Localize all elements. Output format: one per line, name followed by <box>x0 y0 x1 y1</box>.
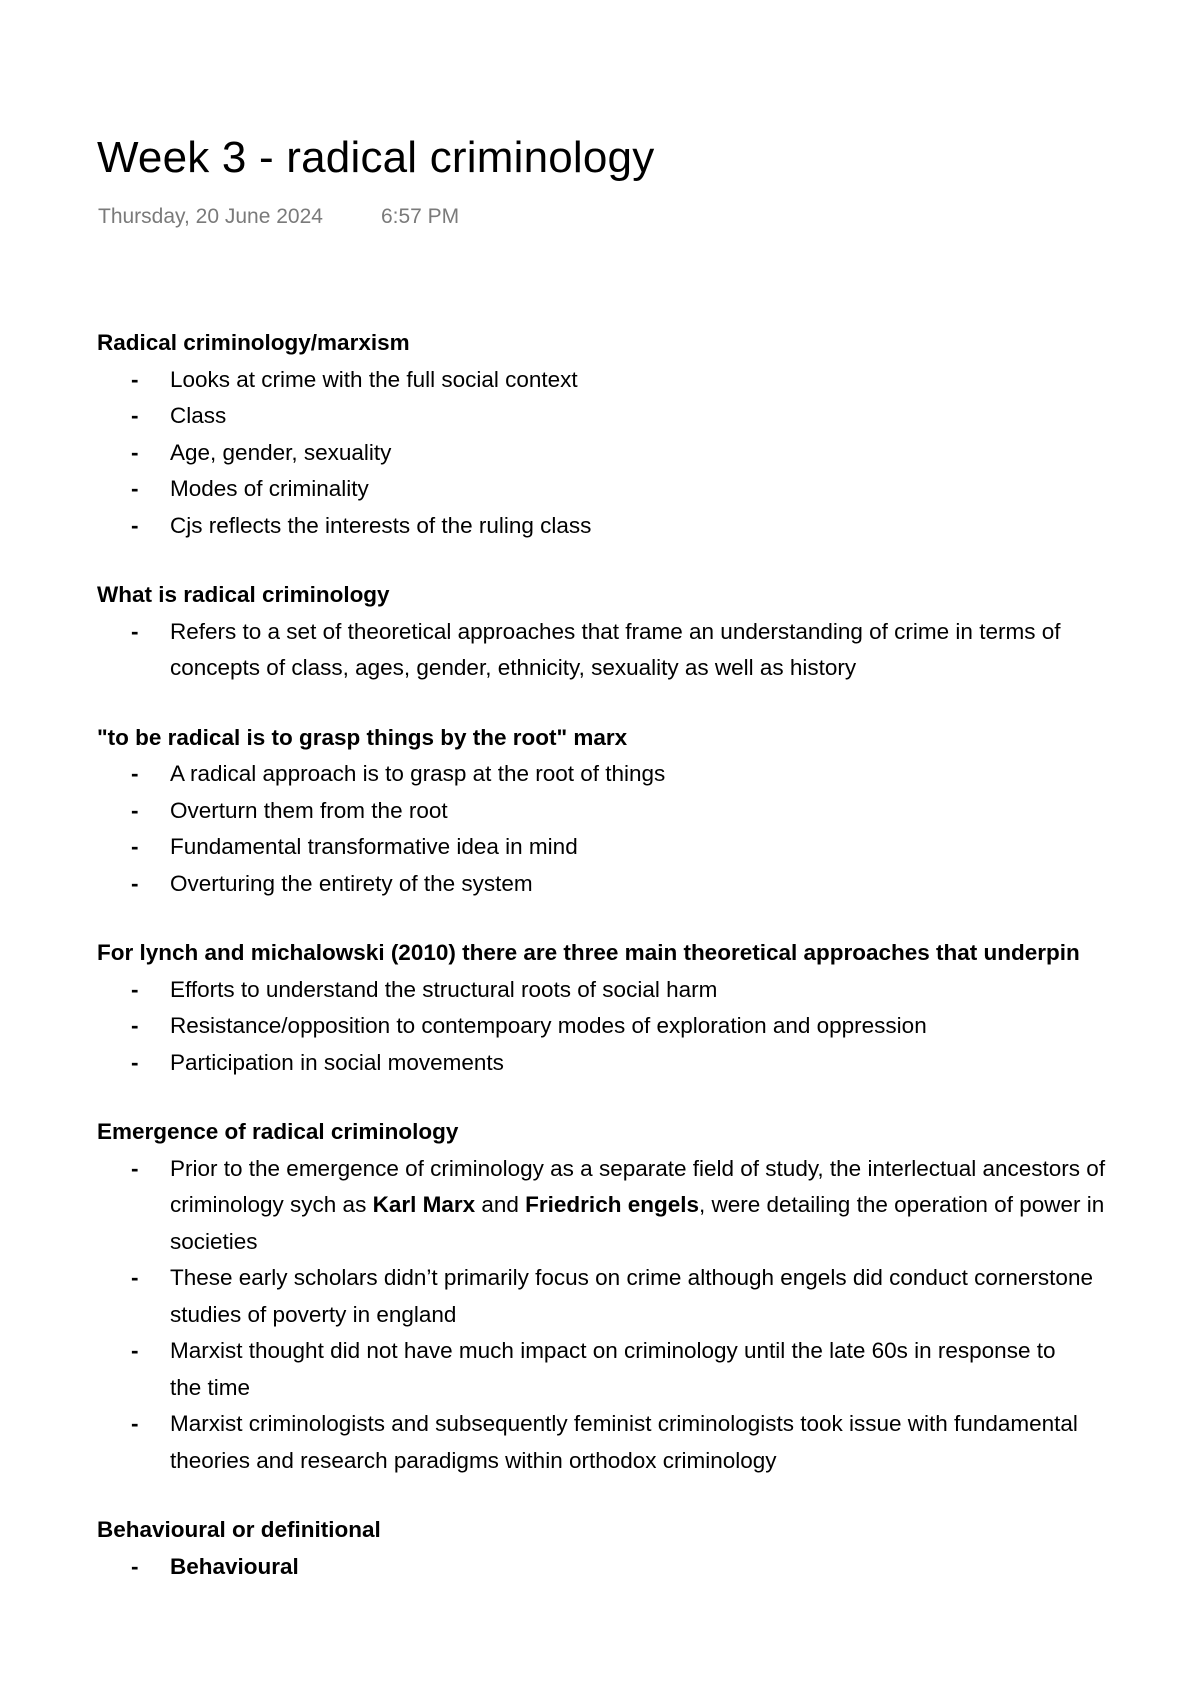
bullet-item: - Overturing the entirety of the system <box>97 866 1200 903</box>
note-section <box>97 935 1200 1081</box>
bullet-item: - Participation in social movements <box>97 1045 1200 1082</box>
bullet-item: - Resistance/opposition to contempoary modes of exploration and oppression <box>97 1008 1200 1045</box>
page-meta <box>98 205 459 229</box>
bullet-list <box>97 614 1200 687</box>
bullet-item: - Marxist thought did not have much impact on criminology until the late 60s in response to the time <box>97 1333 1200 1406</box>
note-section <box>97 720 1200 903</box>
section-heading: Radical criminology/marxism <box>97 330 410 355</box>
page-date: Thursday, 20 June 2024 <box>98 205 323 228</box>
bullet-item: - Prior to the emergence of criminology as a separate field of study, the interlectual ancestors of criminology sych as Karl Marx and Friedrich engels, were detailing the operation of power in societies <box>97 1151 1200 1261</box>
section-heading: "to be radical is to grasp things by the root" marx <box>97 724 628 750</box>
bullet-item: - Age, gender, sexuality <box>97 435 1200 472</box>
note-body <box>97 325 1200 1618</box>
bold-text: Friedrich engels <box>525 1192 699 1217</box>
page-title: Week 3 - radical criminology <box>97 133 655 182</box>
bullet-item: - Overturn them from the root <box>97 793 1200 830</box>
section-heading: Emergence of radical criminology <box>97 1119 459 1144</box>
bullet-list <box>97 362 1200 545</box>
bullet-item: - Fundamental transformative idea in mind <box>97 829 1200 866</box>
bullet-item: - Efforts to understand the structural roots of social harm <box>97 972 1200 1009</box>
bullet-item: - Cjs reflects the interests of the ruling class <box>97 508 1200 545</box>
bullet-item: - Class <box>97 398 1200 435</box>
bullet-item: - Marxist criminologists and subsequently feminist criminologists took issue with fundamental theories and research paradigms within orthodox criminology <box>97 1406 1200 1479</box>
note-section <box>97 325 1200 544</box>
note-section <box>97 1512 1200 1585</box>
section-heading: Behavioural or definitional <box>97 1517 381 1542</box>
note-section <box>97 1114 1200 1479</box>
bullet-item: - These early scholars didn’t primarily focus on crime although engels did conduct cornerstone studies of poverty in england <box>97 1260 1200 1333</box>
bullet-list <box>97 1151 1200 1480</box>
bullet-item: - Modes of criminality <box>97 471 1200 508</box>
section-heading: What is radical criminology <box>97 582 390 607</box>
bold-text: Behavioural <box>170 1553 299 1579</box>
bullet-item: - Looks at crime with the full social context <box>97 362 1200 399</box>
bullet-item: - Refers to a set of theoretical approaches that frame an understanding of crime in terms of concepts of class, ages, gender, ethnicity, sexuality as well as history <box>97 614 1200 687</box>
bullet-list <box>97 1549 1200 1586</box>
bullet-item: - A radical approach is to grasp at the root of things <box>97 756 1200 793</box>
bullet-item <box>97 1549 1200 1586</box>
section-heading: For lynch and michalowski (2010) there are three main theoretical approaches that underpin <box>97 940 1080 965</box>
bold-text: Karl Marx <box>372 1192 476 1217</box>
bullet-list <box>97 972 1200 1082</box>
page-time: 6:57 PM <box>380 205 460 228</box>
bullet-list <box>97 756 1200 902</box>
note-section <box>97 577 1200 687</box>
